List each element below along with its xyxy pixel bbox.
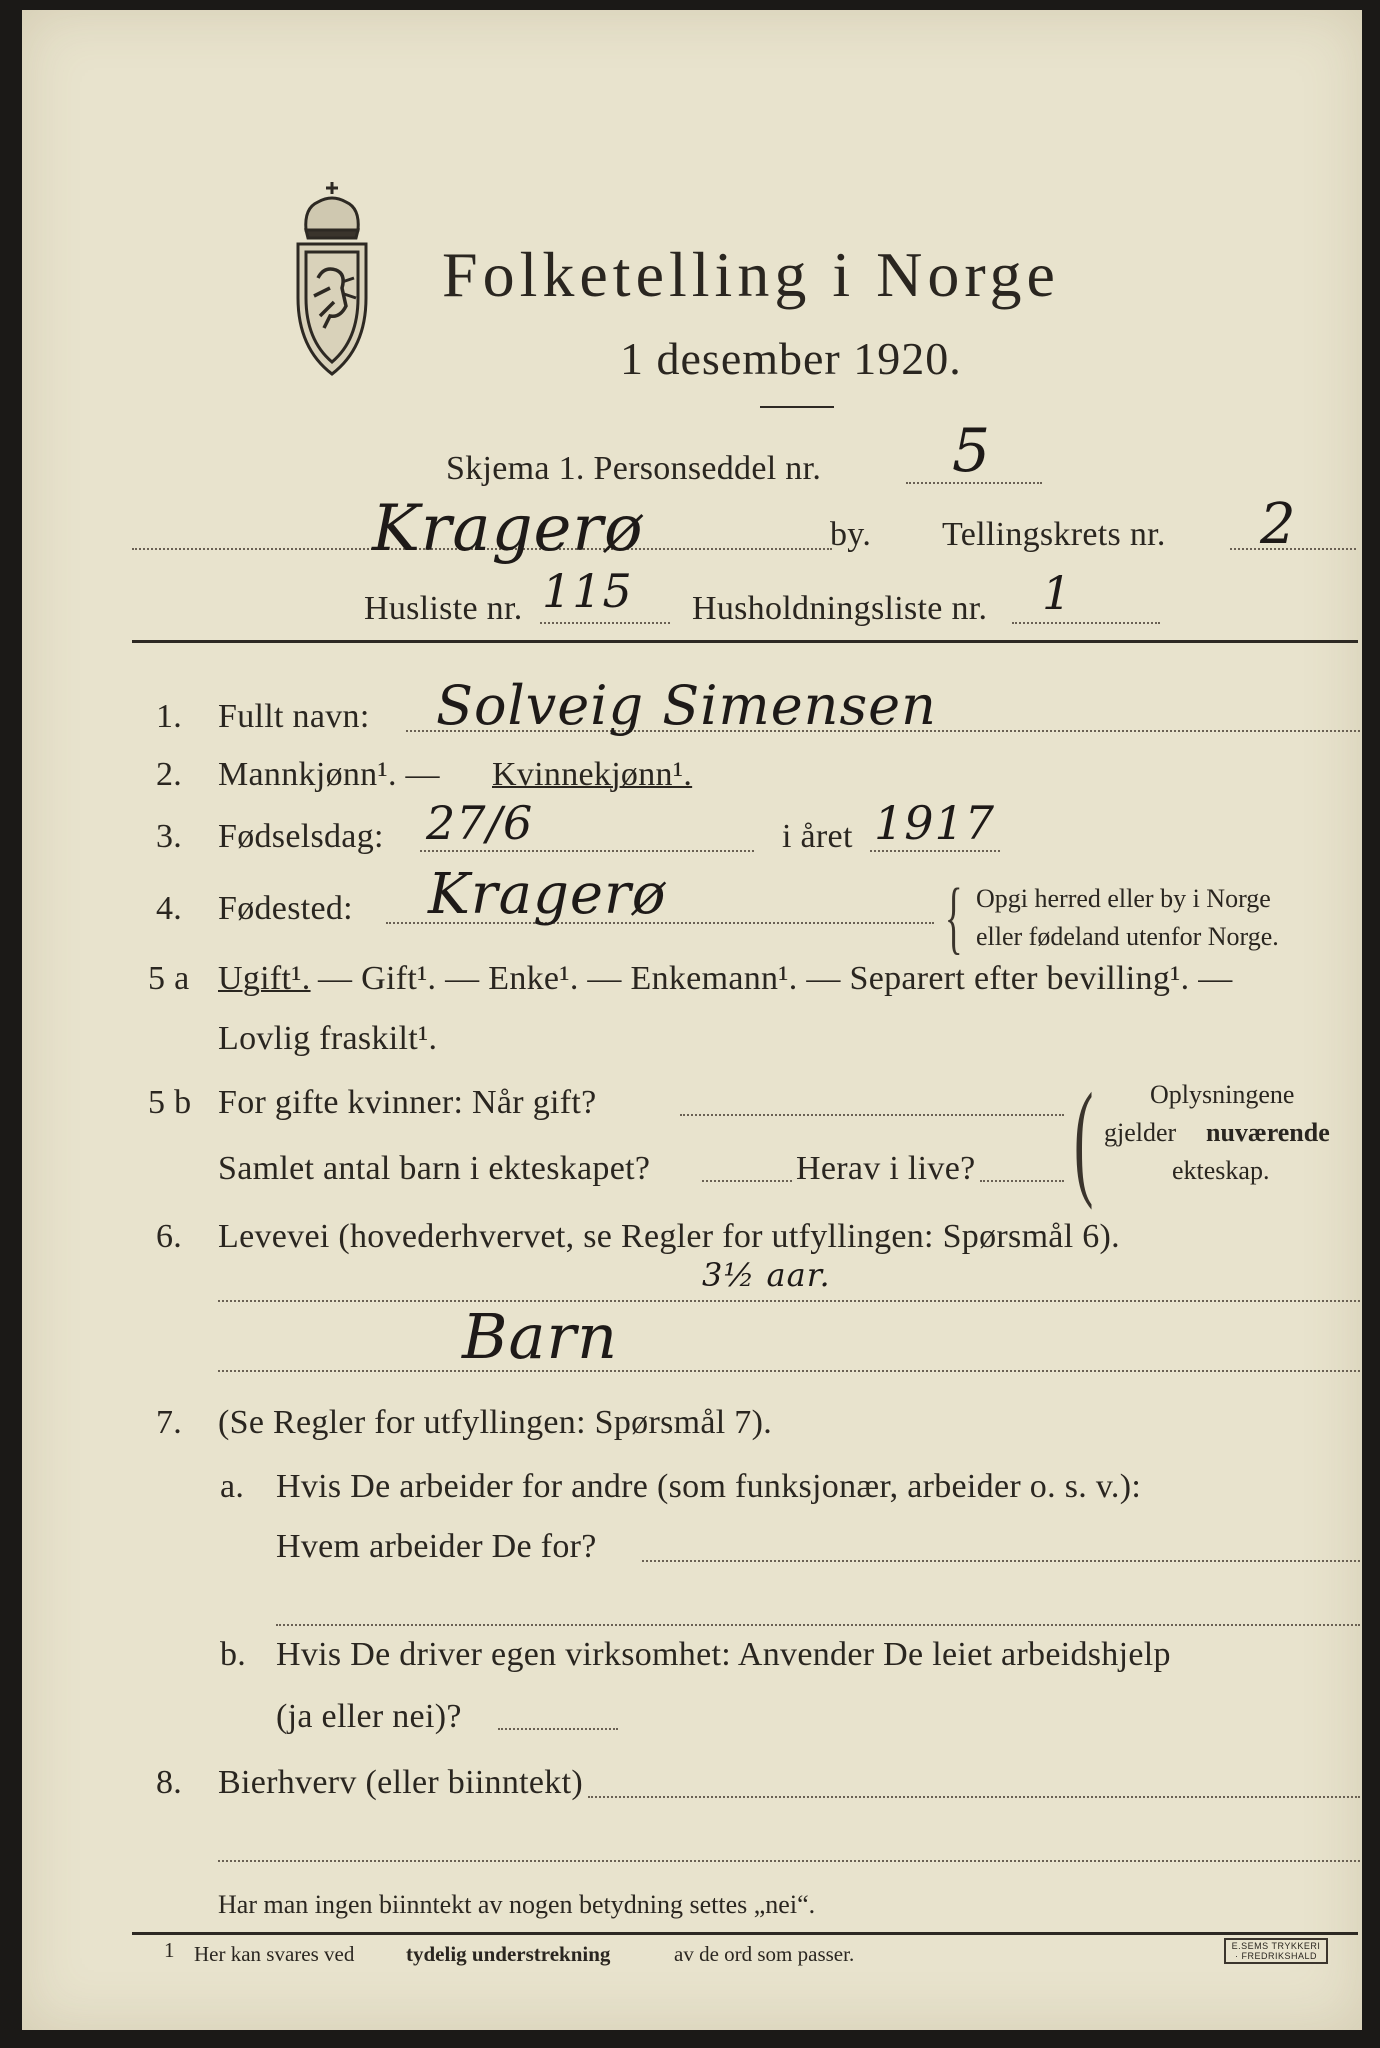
form-title: Folketelling i Norge (442, 239, 1060, 310)
q7a-line1: Hvis De arbeider for andre (som funksjonær, arbeider o. s. v.): (276, 1468, 1142, 1505)
q5b-note-line2b: nuværende (1206, 1118, 1330, 1147)
q7b-line1: Hvis De driver egen virksomhet: Anvender De leiet arbeidshjelp (276, 1636, 1171, 1673)
marital-options: — Gift¹. — Enke¹. — Enkemann¹. — Separert efter bevilling¹. — (318, 960, 1233, 997)
husholdningsliste-value: 1 (1042, 566, 1073, 620)
q7-number: 7. (156, 1404, 183, 1441)
income-note: Har man ingen biinntekt av nogen betydning settes „nei“. (218, 1890, 816, 1919)
footnote-mark: 1 (164, 1938, 175, 1962)
q5b-note-line2a: gjelder (1104, 1118, 1177, 1147)
tellingskrets-label: Tellingskrets nr. (942, 516, 1166, 553)
q5b-note-line1: Oplysningene (1150, 1080, 1295, 1109)
q7a-letter: a. (220, 1468, 245, 1505)
birthplace-note-line1: Opgi herred eller by i Norge (976, 884, 1271, 913)
q6-label: Levevei (hovederhvervet, se Regler for utfyllingen: Spørsmål 6). (218, 1218, 1120, 1255)
lovlig-fraskilt-option: Lovlig fraskilt¹. (218, 1020, 438, 1057)
kvinnekjonn-option-selected: Kvinnekjønn¹. (492, 756, 693, 793)
occupation-age-note: 3½ aar. (702, 1256, 831, 1294)
header-rule (132, 640, 1358, 643)
coat-of-arms-icon (284, 178, 380, 378)
title-divider (760, 406, 834, 408)
husliste-value: 115 (542, 564, 633, 618)
q8-number: 8. (156, 1764, 183, 1801)
personseddel-number: 5 (952, 416, 992, 486)
q1-label: Fullt navn: (218, 698, 370, 735)
tellingskrets-value: 2 (1260, 492, 1297, 557)
q7b-line2: (ja eller nei)? (276, 1698, 462, 1735)
city-value: Kragerø (372, 492, 644, 566)
ugift-option-selected: Ugift¹. (218, 960, 311, 997)
q2-number: 2. (156, 756, 183, 793)
mannkjonn-option: Mannkjønn¹. — (218, 756, 440, 793)
footer-rule (132, 1932, 1358, 1935)
q5b-note-line3: ekteskap. (1172, 1156, 1270, 1185)
birthplace-value: Kragerø (428, 862, 667, 927)
printer-stamp: E.SEMS TRYKKERI · FREDRIKSHALD (1224, 1938, 1328, 1964)
q5b-number: 5 b (148, 1084, 192, 1121)
q5b-label-children: Samlet antal barn i ekteskapet? (218, 1150, 651, 1187)
q7b-letter: b. (220, 1636, 247, 1673)
schema-label: Skjema 1. Personseddel nr. (446, 450, 822, 487)
footnote-text-a: Her kan svares ved (194, 1942, 355, 1966)
q5b-label-alive: Herav i live? (796, 1150, 976, 1187)
footnote-text-b: tydelig understrekning (406, 1942, 611, 1966)
birthplace-note-line2: eller fødeland utenfor Norge. (976, 922, 1279, 951)
q3-number: 3. (156, 818, 183, 855)
q4-label: Fødested: (218, 890, 353, 927)
occupation-value: Barn (462, 1300, 619, 1373)
footnote-text-c: av de ord som passer. (674, 1942, 855, 1966)
birthday-value: 27/6 (426, 796, 534, 850)
q1-number: 1. (156, 698, 183, 735)
husholdningsliste-label: Husholdningsliste nr. (692, 590, 988, 627)
q5a-number: 5 a (148, 960, 190, 997)
full-name-value: Solveig Simensen (436, 674, 937, 737)
q7a-line2: Hvem arbeider De for? (276, 1528, 597, 1565)
by-label: by. (830, 516, 872, 553)
birth-year-value: 1917 (874, 796, 996, 850)
year-label: i året (782, 818, 853, 855)
husliste-label: Husliste nr. (364, 590, 523, 627)
q7-label: (Se Regler for utfyllingen: Spørsmål 7). (218, 1404, 773, 1441)
q3-label: Fødselsdag: (218, 818, 384, 855)
q6-number: 6. (156, 1218, 183, 1255)
q8-label: Bierhverv (eller biinntekt) (218, 1764, 583, 1801)
form-date: 1 desember 1920. (620, 333, 962, 384)
q4-number: 4. (156, 890, 183, 927)
q5b-label-when-married: For gifte kvinner: Når gift? (218, 1084, 597, 1121)
census-form: Folketelling i Norge 1 desember 1920. Skjema 1. Personseddel nr. 5 Kragerø by. Tellingskrets nr. 2 Husliste nr. 115 Husholdningsliste nr. 1 1. Fullt navn: Solveig Simensen 2. Mannkjønn¹. — Kvinnekjønn¹. 3. Fødselsdag: 27/6 i året 1917 4. Fødested: Kragerø { Opgi herred eller by i Norge eller fødeland utenfor Norge. 5 a Ugift¹. — Gift¹. — Enke¹. — Enkemann¹. — Separert efter bevilling¹. — Lovlig fraskilt¹. 5 b For gifte kvinner: Når gift? Samlet antal barn i ekteskapet? Herav i live? ( Oplysningene gjelder nuværende ekteskap. 6. Levevei (hovederhvervet, se Regler for utfyllingen: Spørsmål 6). 3½ aar. Barn 7. (Se Regler for utfyllingen: Spørsmål 7). a. Hvis De arbeider for andre (som funksjonær, arbeider o. s. v.): Hvem arbeider De for? b. Hvis De driver egen virksomhet: Anvender De leiet arbeidshjelp (ja eller nei)? 8. Bierhverv (eller biinntekt) Har man ingen biinntekt av nogen betydning settes „nei“. 1 Her kan svares ved tydelig understrekning av de ord som passer. E.SEMS TRYKKERI · FREDRIKSHALD (22, 10, 1362, 2030)
